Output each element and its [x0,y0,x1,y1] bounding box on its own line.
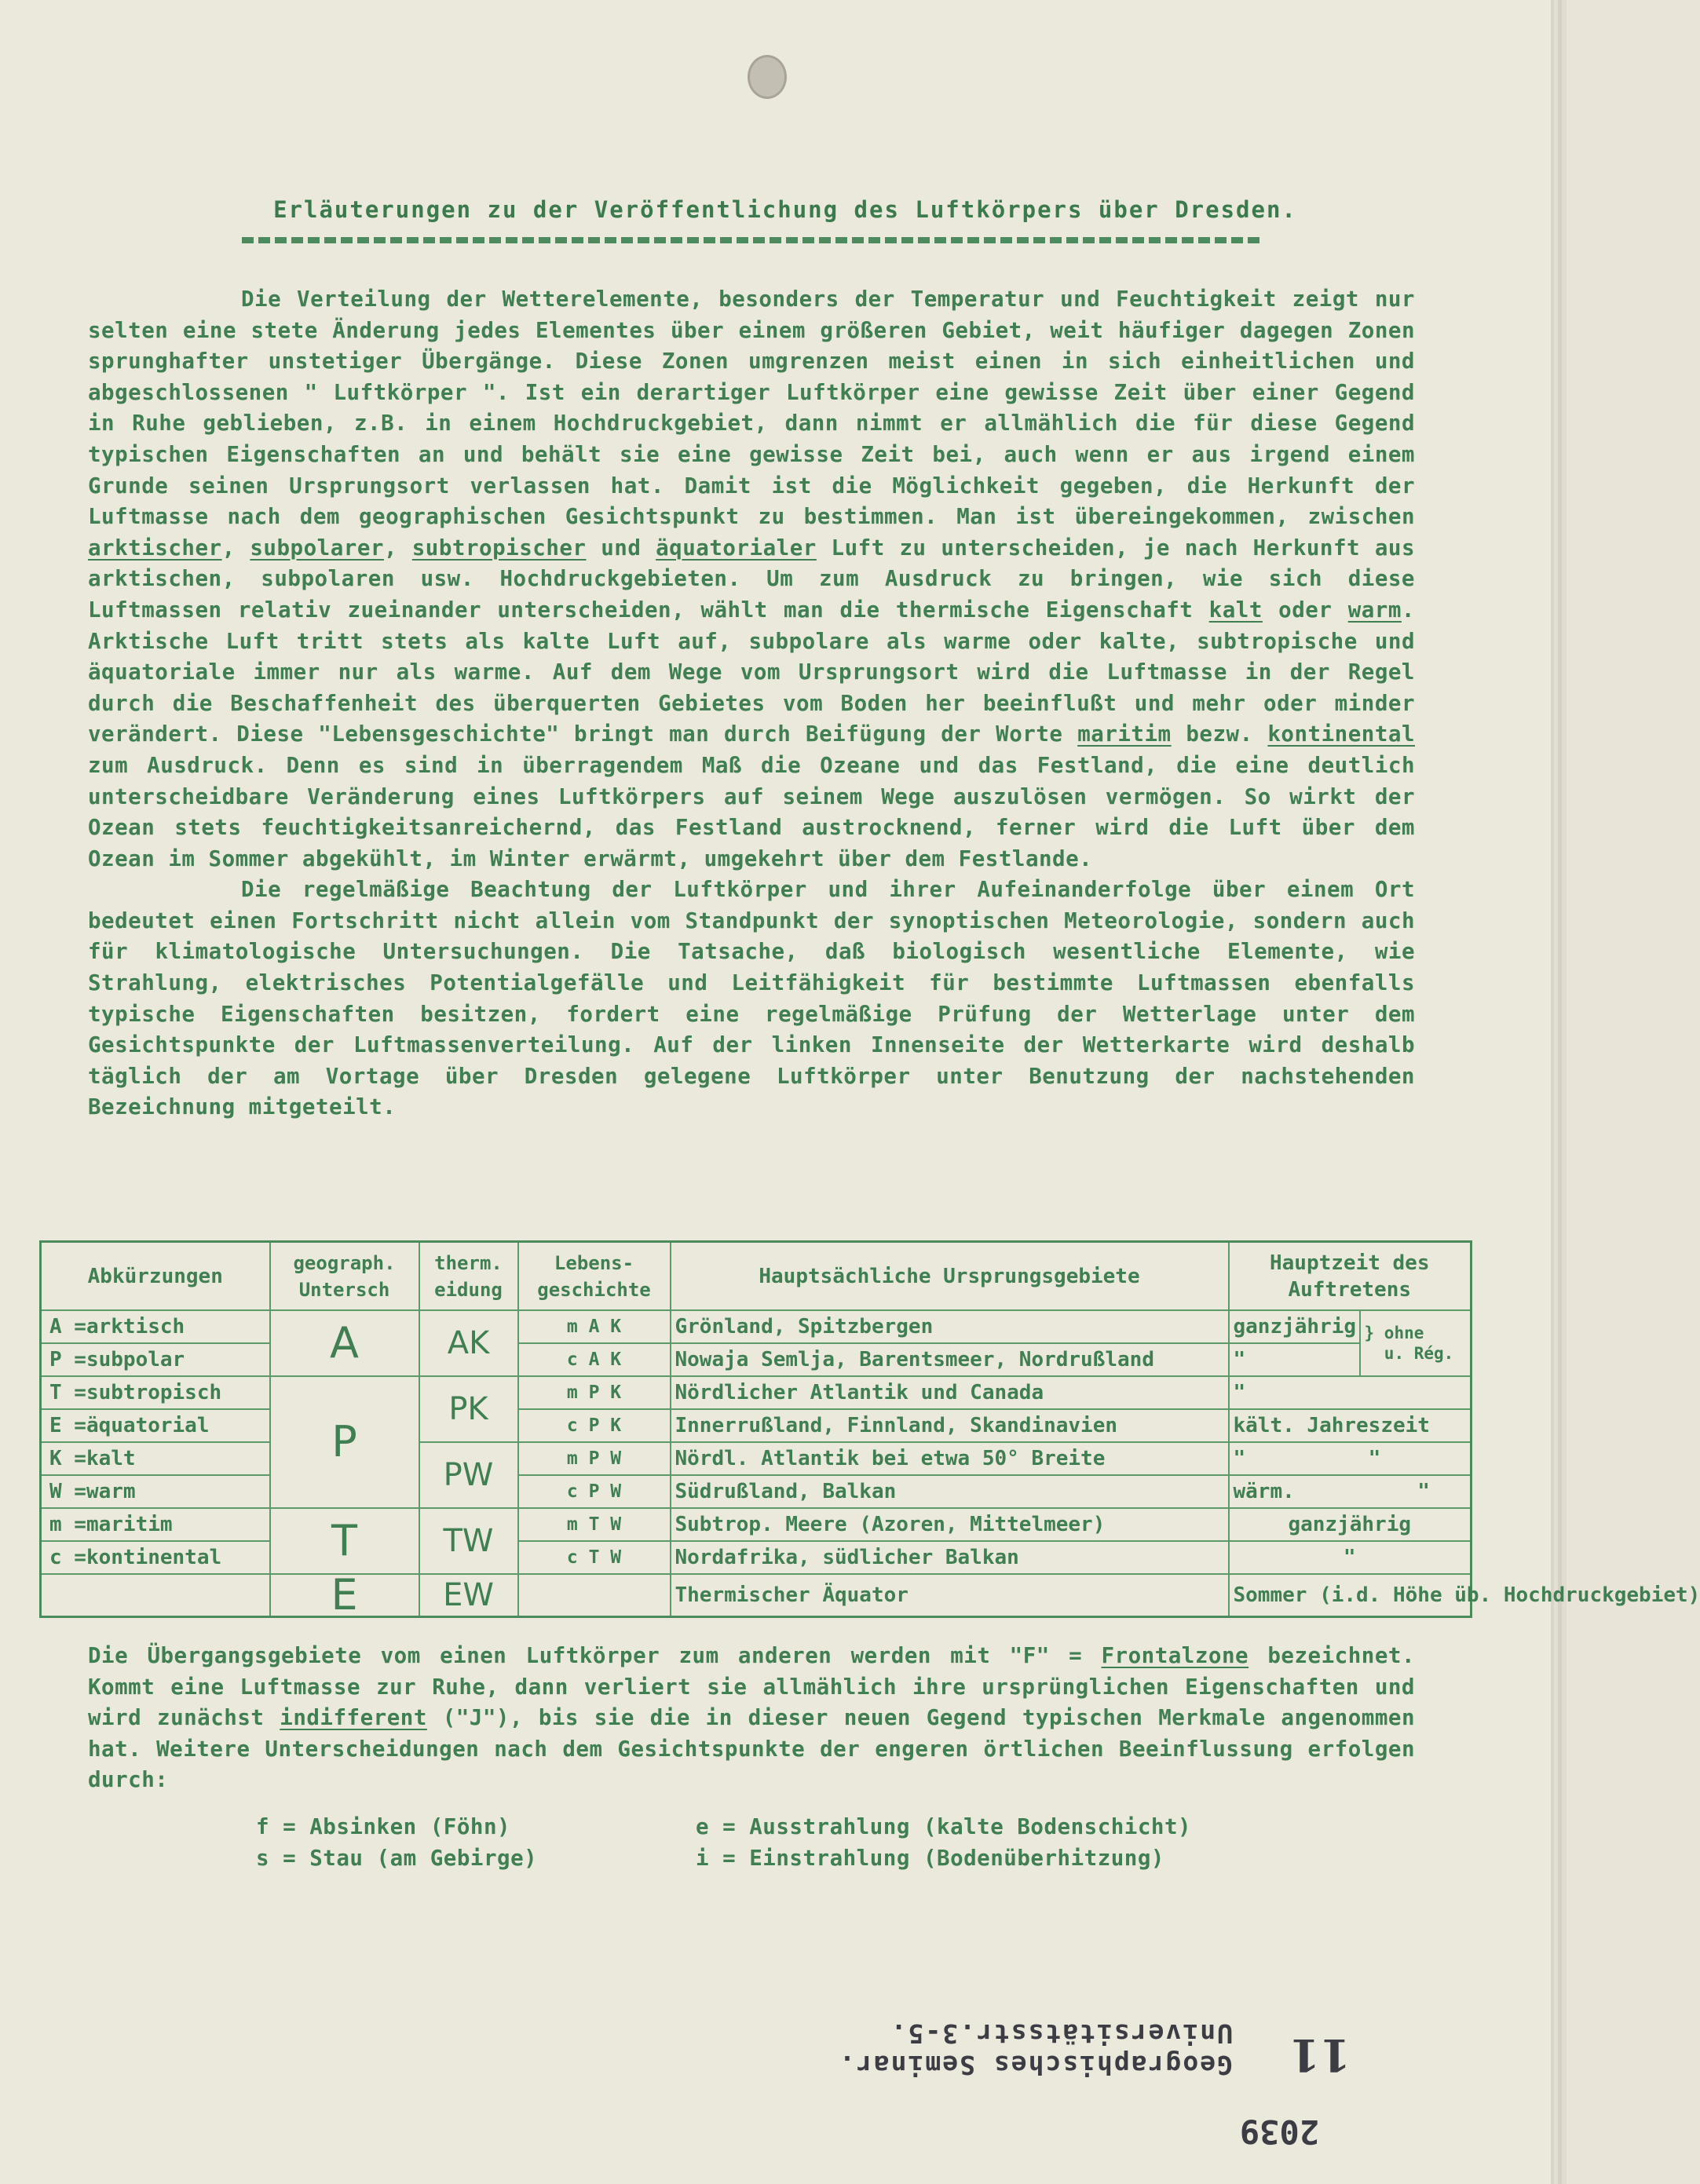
page-title: Erläuterungen zu der Veröffentlichung des Luftkörpers über Dresden. [273,196,1297,223]
code-cell: m A K [518,1310,671,1343]
term-maritim: maritim [1077,721,1172,747]
term-warm: warm [1347,597,1402,623]
code-cell: m P W [518,1442,671,1475]
legend-right [696,1812,1191,1874]
abbrev-cell: m =maritim [41,1508,270,1541]
origin-cell: Südrußland, Balkan [671,1475,1229,1508]
code-cell: m P K [518,1376,671,1409]
air-mass-table [39,1240,1700,1620]
stamp-line-2: Universitätsstr.3-5. [889,2018,1233,2049]
term-subpolarer: subpolarer [250,535,384,561]
therm-symbol: TW [419,1508,518,1574]
origin-cell: Nördl. Atlantik bei etwa 50° Breite [671,1442,1229,1475]
header-therm: therm. eidung [419,1242,518,1311]
geo-symbol: T [270,1508,419,1574]
abbrev-cell: A =arktisch [41,1310,270,1343]
time-cell: " [1229,1541,1472,1574]
term-arktischer: arktischer [88,535,222,561]
time-cell: " " [1229,1442,1472,1475]
table-row [41,1442,1472,1475]
table-row [41,1343,1472,1376]
geo-symbol: E [270,1574,419,1617]
paragraph-1: Die Verteilung der Wetterelemente, besonders der Temperatur und Feuchtigkeit zeigt nur selten eine stete Änderung jedes Elementes über einem größeren Gebiet, weit häufiger dagegen Zonen sprunghafter unstetiger Übergänge. Diese Zonen umgrenzen meist einen in sich einheitlichen und abgeschlossenen " Luftkörper ". Ist ein derartiger Luftkörper eine gewisse Zeit über einer Gegend in Ruhe geblieben, z.B. in einem Hochdruckgebiet, dann nimmt er allmählich die für diese Gegend typischen Eigenschaften an und behält sie eine gewisse Zeit bei, auch wenn er aus irgend einem Grunde seinen Ursprungsort verlassen hat. Damit ist die Möglichkeit gegeben, die Herkunft der Luftmasse nach dem geographischen Gesichtspunkt zu bestimmen. Man ist übereingekommen, zwischen arktischer, subpolarer, subtropischer und äquatorialer Luft zu unterscheiden, je nach Herkunft aus arktischen, subpolaren usw. Hochdruckgebieten. Um zum Ausdruck zu bringen, wie sich diese Luftmassen relativ zueinander unterscheiden, wählt man die thermische Eigenschaft kalt oder warm. Arktische Luft tritt stets als kalte Luft auf, subpolare als warme oder kalte, subtropische und äquatoriale immer nur als warme. Auf dem Wege vom Ursprungsort wird die Luftmasse in der Regel durch die Beschaffenheit des überquerten Gebietes vom Boden her beeinflußt und mehr oder minder verändert. Diese "Lebensgeschichte" bringt man durch Beifügung der Worte maritim bezw. kontinental zum Ausdruck. Denn es sind in überragendem Maß die Ozeane und das Festland, die eine deutlich unterscheidbare Veränderung eines Luftkörpers auf seinem Wege auszulösen vermögen. So wirkt der Ozean stets feuchtigkeitsanreichernd, das Festland austrocknend, ferner wird die Luft über dem Ozean im Sommer abgekühlt, im Winter erwärmt, umgekehrt über dem Festlande. [88,287,1415,871]
term-subtropischer: subtropischer [411,535,587,561]
table-row [41,1574,1472,1617]
after-table-text: Die Übergangsgebiete vom einen Luftkörper zum anderen werden mit "F" = Frontalzone bezeichnet. Kommt eine Luftmasse zur Ruhe, dann verliert sie allmählich ihre ursprünglichen Eigenschaften und wird zunächst indifferent ("J"), bis sie die in dieser neuen Gegend typischen Merkmale angenommen hat. Weitere Unterscheidungen nach dem Gesichtspunkte der engeren örtlichen Beeinflussung erfolgen durch: [88,1643,1415,1793]
code-empty-cell [518,1574,671,1617]
stamp-line-1: Geographisches Seminar. [838,2050,1233,2080]
title-double-rule [242,237,1264,243]
header-origin: Hauptsächliche Ursprungsgebiete [671,1242,1229,1311]
therm-symbol: PW [419,1442,518,1508]
origin-cell: Nördlicher Atlantik und Canada [671,1376,1229,1409]
term-kontinental: kontinental [1267,721,1415,747]
term-aequatorialer: äquatorialer [656,535,817,561]
punch-hole [748,55,787,99]
code-cell: c A K [518,1343,671,1376]
therm-symbol: EW [419,1574,518,1617]
geo-symbol: A [270,1310,419,1376]
table-row [41,1541,1472,1574]
time-cell: kält. Jahreszeit [1229,1409,1472,1442]
abbrev-cell: E =äquatorial [41,1409,270,1442]
code-cell: c T W [518,1541,671,1574]
term-indifferent: indifferent [280,1705,427,1731]
legend-i: i = Einstrahlung (Bodenüberhitzung) [696,1845,1164,1871]
abbrev-cell: P =subpolar [41,1343,270,1376]
header-main-time: Hauptzeit des Auftretens [1229,1242,1472,1311]
origin-cell: Innerrußland, Finnland, Skandinavien [671,1409,1229,1442]
abbrev-cell: K =kalt [41,1442,270,1475]
table-header-row [41,1242,1472,1311]
abbrev-cell: W =warm [41,1475,270,1508]
header-abbreviations: Abkürzungen [41,1242,270,1311]
brace-note: } ohne u. Rég. [1360,1310,1472,1376]
time-cell: wärm. " [1229,1475,1472,1508]
origin-cell: Subtrop. Meere (Azoren, Mittelmeer) [671,1508,1229,1541]
term-frontalzone: Frontalzone [1101,1643,1249,1668]
origin-cell: Grönland, Spitzbergen [671,1310,1229,1343]
table-row [41,1508,1472,1541]
time-cell: ganzjährig [1229,1310,1360,1343]
code-cell: m T W [518,1508,671,1541]
legend-f: f = Absinken (Föhn) [256,1814,511,1839]
origin-cell: Thermischer Äquator [671,1574,1229,1617]
table-row [41,1376,1472,1409]
legend-left [256,1812,537,1874]
table-row [41,1475,1472,1508]
origin-cell: Nowaja Semlja, Barentsmeer, Nordrußland [671,1343,1229,1376]
geo-symbol: P [270,1376,419,1508]
legend-e: e = Ausstrahlung (kalte Bodenschicht) [696,1814,1192,1839]
table-row [41,1409,1472,1442]
paragraph-2: Die regelmäßige Beachtung der Luftkörper und ihrer Aufeinanderfolge über einem Ort bedeutet einen Fortschritt nicht allein vom Standpunkt der synoptischen Meteorologie, sondern auch für klimatologische Untersuchungen. Die Tatsache, daß biologisch wesentliche Elemente, wie Strahlung, elektrisches Potentialgefälle und Leitfähigkeit für bestimmte Luftmassen ebenfalls typische Eigenschaften besitzen, fordert eine regelmäßige Prüfung der Wetterlage unter dem Gesichtspunkte der Luftmassenverteilung. Auf der linken Innenseite der Wetterkarte wird deshalb täglich der am Vortage über Dresden gelegene Luftkörper unter Benutzung der nachstehenden Bezeichnung mitgeteilt. [88,877,1415,1120]
time-cell: " [1229,1343,1360,1376]
stamp-number: 2039 [1239,2113,1319,2151]
code-cell: c P W [518,1475,671,1508]
handwritten-number: 11 [1289,2029,1351,2080]
time-cell: ganzjährig [1229,1508,1472,1541]
header-lebensgeschichte: Lebens- geschichte [518,1242,671,1311]
legend-s: s = Stau (am Gebirge) [256,1845,538,1871]
body-text [88,284,1415,1123]
origin-cell: Nordafrika, südlicher Balkan [671,1541,1229,1574]
therm-symbol: PK [419,1376,518,1442]
abbrev-cell: c =kontinental [41,1541,270,1574]
time-cell: " [1229,1376,1472,1409]
code-cell: c P K [518,1409,671,1442]
abbrev-empty-cell [41,1574,270,1617]
table-row [41,1310,1472,1343]
term-kalt: kalt [1208,597,1263,623]
abbrev-cell: T =subtropisch [41,1376,270,1409]
header-geo: geograph. Untersch [270,1242,419,1311]
time-cell: Sommer (i.d. Höhe üb. Hochdruckgebiet) [1229,1574,1472,1617]
library-stamp [730,1994,1351,2151]
therm-symbol: AK [419,1310,518,1376]
